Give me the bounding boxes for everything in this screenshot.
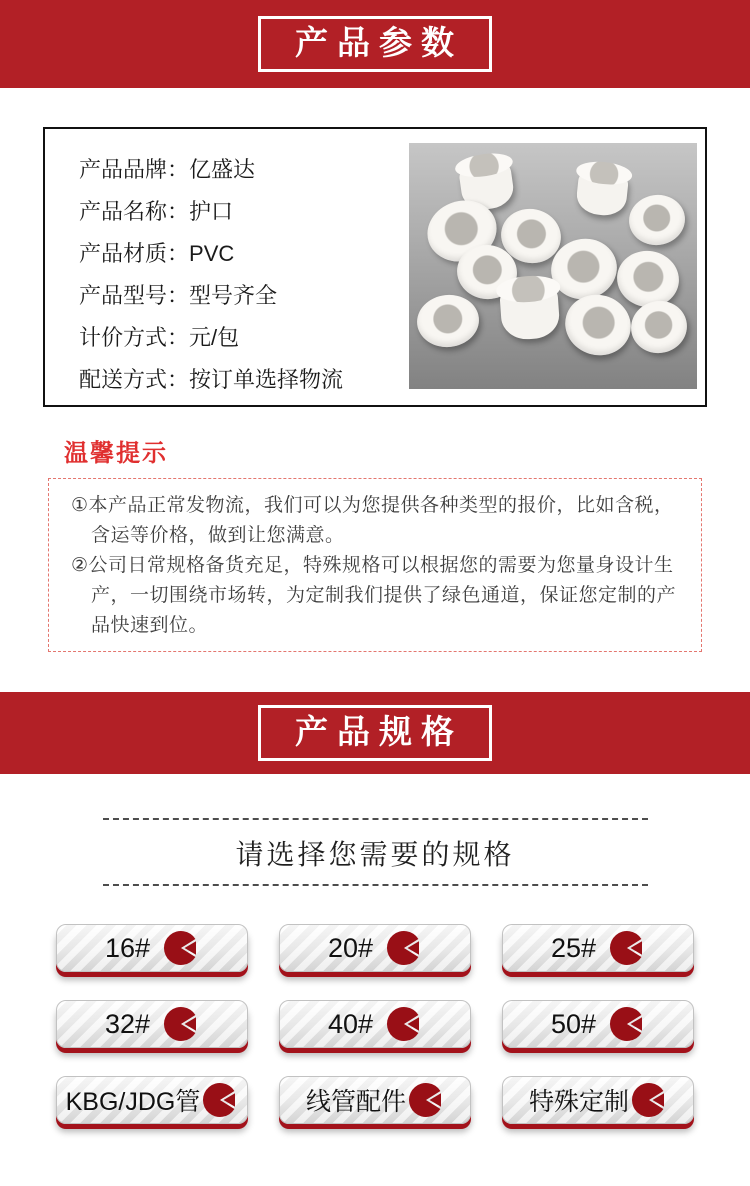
- click-icon: [386, 930, 422, 966]
- param-row-delivery: [79, 359, 343, 401]
- param-value: 按订单选择物流: [189, 367, 344, 392]
- spec-button-label: 50#: [550, 1008, 597, 1039]
- click-icon: [163, 930, 199, 966]
- spec-button-25[interactable]: [502, 924, 694, 972]
- param-value: 亿盛达: [189, 157, 256, 182]
- param-row-brand: [79, 149, 343, 191]
- spec-heading: 请选择您需要的规格: [235, 839, 515, 870]
- param-label: 产品品牌：: [79, 157, 190, 182]
- spec-button-40[interactable]: [279, 1000, 471, 1048]
- product-photo: [409, 143, 697, 389]
- param-row-name: [79, 191, 343, 233]
- param-label: 产品型号：: [79, 283, 190, 308]
- spec-button-label: 25#: [550, 932, 597, 963]
- param-label: 产品名称：: [79, 199, 190, 224]
- bushing-shape: [414, 292, 481, 350]
- spec-button-32[interactable]: [56, 1000, 248, 1048]
- spec-button-50[interactable]: [502, 1000, 694, 1048]
- param-value: PVC: [189, 241, 235, 266]
- param-label: 配送方式：: [79, 367, 190, 392]
- param-row-material: [79, 233, 343, 275]
- click-icon: [609, 1006, 645, 1042]
- spec-button-label: 32#: [104, 1008, 151, 1039]
- bushing-shape: [626, 191, 688, 248]
- bushing-shape: [575, 171, 629, 218]
- spec-button-grid: [0, 886, 750, 1124]
- param-value: 护口: [189, 199, 234, 224]
- spec-button-label: 40#: [327, 1008, 374, 1039]
- param-row-pricing: [79, 317, 343, 359]
- spec-button-20[interactable]: [279, 924, 471, 972]
- param-value: 型号齐全: [189, 283, 278, 308]
- tip-item-2: ②公司日常规格备货充足，特殊规格可以根据您的需要为您量身设计生产，一切围绕市场转，为定制我们提供了绿色通道，保证您定制的产品快速到位。: [71, 555, 677, 636]
- param-rows: [45, 129, 343, 405]
- section-title: 产品规格: [295, 712, 463, 750]
- product-params-section: [0, 88, 750, 407]
- click-icon: [163, 1006, 199, 1042]
- dashed-divider: [103, 818, 648, 820]
- click-icon: [609, 930, 645, 966]
- product-spec-banner: [0, 692, 750, 774]
- product-params-banner: [0, 0, 750, 88]
- tips-box: [48, 478, 702, 652]
- section-title: 产品参数: [295, 23, 463, 61]
- tips-title: 温馨提示: [64, 440, 168, 467]
- spec-button-label: 线管配件: [305, 1088, 406, 1116]
- spec-button-custom[interactable]: [502, 1076, 694, 1124]
- spec-button-label: 16#: [104, 932, 151, 963]
- bushing-shape: [499, 287, 560, 341]
- spec-button-conduit-fittings[interactable]: [279, 1076, 471, 1124]
- click-icon: [202, 1082, 238, 1118]
- click-icon: [386, 1006, 422, 1042]
- spec-button-16[interactable]: [56, 924, 248, 972]
- click-icon: [631, 1082, 667, 1118]
- spec-button-label: 20#: [327, 932, 374, 963]
- param-label: 产品材质：: [79, 241, 190, 266]
- click-icon: [408, 1082, 444, 1118]
- spec-button-label: 特殊定制: [528, 1088, 629, 1116]
- param-value: 元/包: [189, 325, 240, 350]
- tip-item-1: ①本产品正常发物流，我们可以为您提供各种类型的报价，比如含税，含运等价格，做到让您满意。: [71, 495, 674, 546]
- product-params-box: [43, 127, 707, 407]
- param-row-model: [79, 275, 343, 317]
- section-title-box: [258, 705, 492, 761]
- section-title-box: [258, 16, 492, 72]
- spec-button-label: KBG/JDG管: [65, 1088, 201, 1116]
- param-label: 计价方式：: [79, 325, 190, 350]
- bushing-shape: [626, 296, 692, 359]
- spec-button-kbg-jdg[interactable]: [56, 1076, 248, 1124]
